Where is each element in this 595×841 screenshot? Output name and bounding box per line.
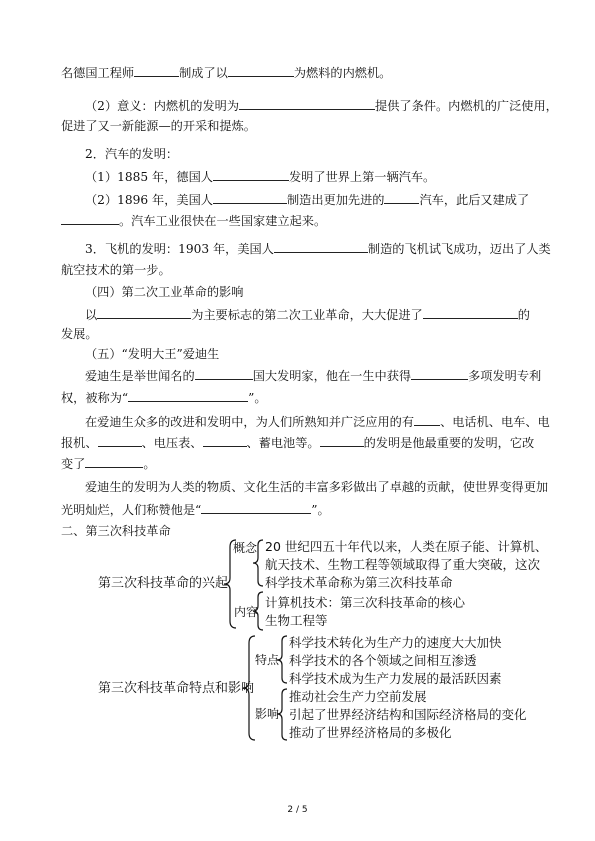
- diagram-key-impact: 影响: [255, 707, 280, 721]
- fill-blank[interactable]: [228, 64, 294, 77]
- fill-blank[interactable]: [213, 191, 287, 204]
- text-segment: 为燃料的内燃机。: [293, 66, 392, 80]
- text-segment: 、电压表、: [141, 436, 203, 450]
- diagram-feature-line: 科学技术的各个领域之间相互渗透: [289, 653, 477, 668]
- text-segment: （1）1885 年，德国人: [85, 170, 213, 184]
- text-segment: 制成了以: [179, 66, 228, 80]
- fill-blank[interactable]: [239, 97, 375, 110]
- text-segment: 报机、: [61, 436, 98, 450]
- text-segment: （2）意义：内燃机的发明为: [85, 99, 240, 113]
- text-segment: 制造出更加先进的: [286, 193, 385, 207]
- section-heading: 二、第三次科技革命: [61, 524, 171, 538]
- text-line: 2．汽车的发明：: [85, 147, 179, 161]
- fill-blank[interactable]: [195, 367, 253, 380]
- page-number: 2 / 5: [287, 805, 308, 815]
- text-segment: 光明灿烂，人们称赞他是“: [61, 503, 202, 517]
- diagram-concept-line: 航天技术、生物工程等领域取得了重大突破，这次: [265, 557, 541, 572]
- diagram-concept-line: 科学技术革命称为第三次科技革命: [265, 575, 453, 590]
- fill-blank[interactable]: [414, 413, 440, 426]
- text-line: [85, 367, 541, 384]
- text-segment: 。汽车工业很快在一些国家建立起来。: [119, 214, 327, 228]
- text-segment: 爱迪生是举世闻名的: [85, 369, 195, 383]
- text-segment: 国大发明家，他在一生中获得: [252, 369, 412, 383]
- fill-blank[interactable]: [213, 168, 289, 181]
- diagram-key-content: 内容: [234, 605, 259, 619]
- text-line: [85, 168, 435, 185]
- diagram-impact-line: 引起了世界经济结构和国际经济格局的变化: [289, 707, 527, 722]
- diagram-concept-line: 20 世纪四五十年代以来，人类在原子能、计算机、: [265, 539, 548, 554]
- diagram-main-features: 第三次科技革命特点和影响: [98, 681, 255, 696]
- fill-blank[interactable]: [320, 434, 364, 447]
- fill-blank[interactable]: [97, 306, 191, 319]
- fill-blank[interactable]: [384, 191, 419, 204]
- text-segment: 为主要标志的第二次工业革命，大大促进了: [191, 308, 423, 322]
- section-heading: （五）“发明大王”爱迪生: [85, 347, 220, 361]
- fill-blank[interactable]: [61, 212, 119, 225]
- text-line: 航空技术的第一步。: [61, 263, 171, 277]
- text-line: [61, 212, 326, 229]
- fill-blank[interactable]: [85, 455, 143, 468]
- text-segment: （2）1896 年，美国人: [85, 193, 213, 207]
- diagram-feature-line: 科学技术转化为生产力的速度大大加快: [289, 635, 502, 650]
- text-segment: 变了: [61, 457, 86, 471]
- text-segment: 、电话机、电车、电: [440, 415, 550, 429]
- diagram-impact-line: 推动社会生产力空前发展: [289, 689, 427, 704]
- text-segment: 权，被称为“: [61, 391, 129, 405]
- diagram-main-rise: 第三次科技革命的兴起: [98, 576, 229, 591]
- text-line: [61, 389, 267, 406]
- diagram-impact-line: 推动了世界经济格局的多极化: [289, 725, 452, 740]
- text-line: 促进了又一新能源—的开采和提炼。: [61, 119, 256, 133]
- section-heading: （四）第二次工业革命的影响: [85, 285, 244, 299]
- text-segment: ”。: [248, 391, 267, 405]
- text-segment: 的: [517, 308, 530, 322]
- diagram-content-line: 生物工程等: [265, 613, 328, 628]
- text-line: [85, 413, 550, 430]
- fill-blank[interactable]: [134, 64, 179, 77]
- text-segment: ”。: [311, 503, 330, 517]
- text-line: [85, 240, 551, 257]
- fill-blank[interactable]: [98, 434, 142, 447]
- text-segment: 、蓄电池等。: [246, 436, 320, 450]
- diagram-key-feature: 特点: [255, 653, 280, 667]
- text-segment: 的发明是他最重要的发明，它改: [363, 436, 535, 450]
- text-segment: 多项发明专利: [468, 369, 542, 383]
- fill-blank[interactable]: [423, 306, 518, 319]
- text-segment: 。: [143, 457, 156, 471]
- fill-blank[interactable]: [128, 389, 248, 402]
- text-segment: 以: [85, 308, 98, 322]
- text-line: [85, 306, 530, 323]
- fill-blank[interactable]: [203, 434, 247, 447]
- diagram-feature-line: 科学技术成为生产力发展的最活跃因素: [289, 671, 502, 686]
- text-segment: 提供了条件。内燃机的广泛使用，: [375, 99, 558, 113]
- text-segment: 汽车，此后又建成了: [419, 193, 530, 207]
- text-line: [85, 191, 529, 208]
- fill-blank[interactable]: [201, 501, 311, 514]
- text-line: 发展。: [61, 327, 98, 341]
- text-line: [85, 97, 558, 114]
- text-segment: 发明了世界上第一辆汽车。: [288, 170, 436, 184]
- fill-blank[interactable]: [274, 240, 368, 253]
- text-line: 爱迪生的发明为人类的物质、文化生活的丰富多彩做出了卓越的贡献，使世界变得更加: [85, 480, 549, 494]
- text-line: [61, 64, 391, 81]
- text-line: [61, 455, 156, 472]
- fill-blank[interactable]: [411, 367, 468, 380]
- diagram-content-line: 计算机技术：第三次科技革命的核心: [265, 595, 466, 610]
- text-segment: 名德国工程师: [61, 66, 135, 80]
- text-segment: 制造的飞机试飞成功，迈出了人类: [367, 242, 551, 256]
- text-line: [61, 501, 330, 518]
- text-segment: 3．飞机的发明：1903 年，美国人: [85, 242, 274, 256]
- diagram-key-concept: 概念: [233, 541, 258, 555]
- text-segment: 在爱迪生众多的改进和发明中，为人们所熟知并广泛应用的有: [85, 415, 415, 429]
- text-line: [61, 434, 534, 451]
